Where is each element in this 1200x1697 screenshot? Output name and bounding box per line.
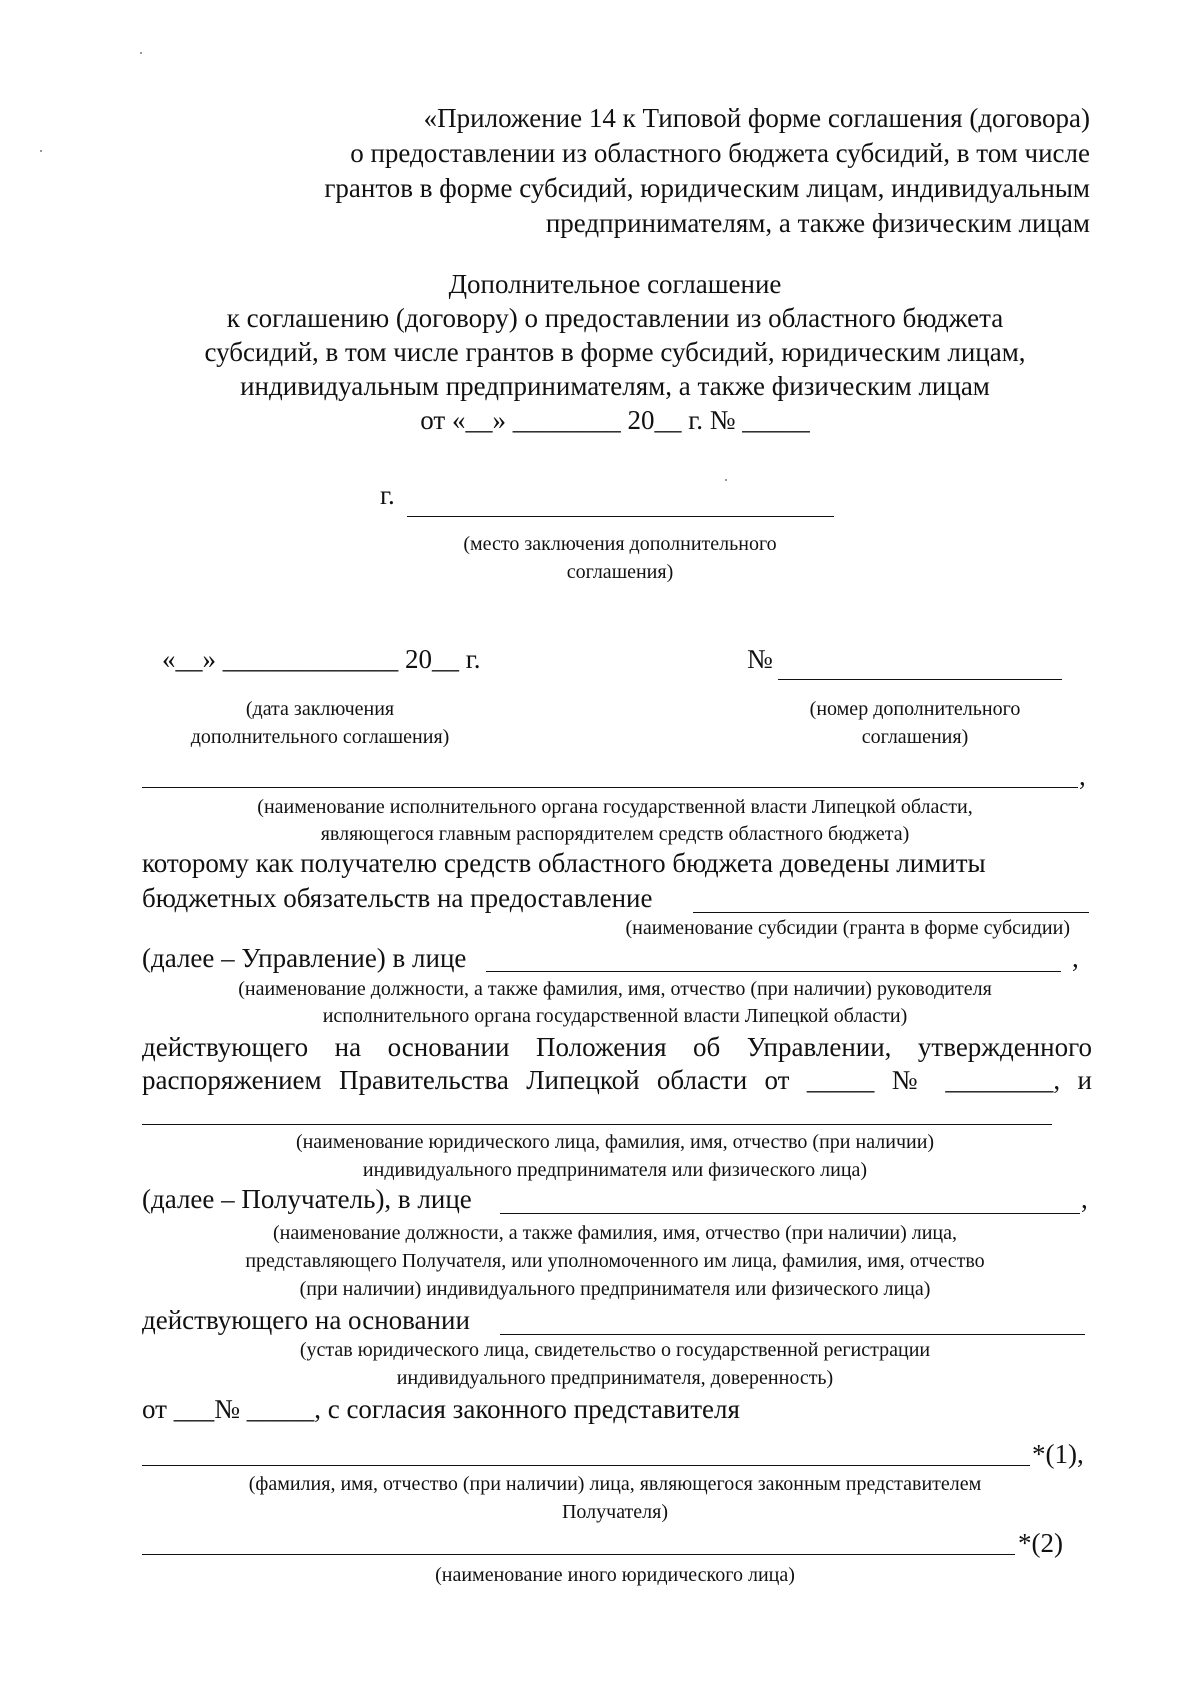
title-line-5: от «__» ________ 20__ г. № _____ — [420, 405, 810, 435]
other-entity-line — [142, 1554, 1015, 1555]
footnote-1: *(1), — [1032, 1439, 1084, 1469]
recipient-caption-2: индивидуального предпринимателя или физического лица) — [362, 1159, 868, 1181]
authority-text-1: которому как получателю средств областного бюджета доведены лимиты — [142, 848, 986, 878]
header-line-2: о предоставлении из областного бюджета субсидий, в том числе — [350, 138, 1090, 168]
recipient-text-1: (далее – Получатель), в лице — [142, 1184, 472, 1214]
authority-caption-2: являющегося главным распорядителем средств областного бюджета) — [320, 823, 910, 845]
date-field: «__» _____________ 20__ г. — [162, 644, 481, 674]
authority-name-line — [142, 787, 1078, 788]
subsidy-caption: (наименование субсидии (гранта в форме субсидии) — [625, 917, 1070, 939]
rep-caption-2: представляющего Получателя, или уполномоченного им лица, фамилия, имя, отчество — [245, 1250, 985, 1272]
authority-text-3: (далее – Управление) в лице — [142, 943, 467, 973]
basis-text-1: действующего на основании Положения об Управлении, утвержденного — [142, 1032, 1092, 1062]
representative-comma: , — [1081, 1184, 1088, 1214]
number-caption-2: соглашения) — [861, 726, 969, 748]
header-line-1: «Приложение 14 к Типовой форме соглашения (договора) — [423, 103, 1090, 133]
number-line — [778, 679, 1062, 680]
title-line-4: индивидуальным предпринимателям, а также физическим лицам — [240, 371, 990, 401]
scan-speck — [725, 479, 727, 481]
basis-caption-2: индивидуального предпринимателя, доверенность) — [396, 1367, 834, 1389]
head-comma: , — [1072, 943, 1079, 973]
place-line — [407, 516, 834, 517]
place-caption-1: (место заключения дополнительного — [463, 533, 777, 555]
header-line-3: грантов в форме субсидий, юридическим лицам, индивидуальным — [324, 173, 1090, 203]
scan-speck — [140, 52, 142, 54]
rep-caption-1: (наименование должности, а также фамилия, имя, отчество (при наличии) лица, — [272, 1222, 957, 1244]
place-prefix: г. — [380, 480, 395, 510]
recipient-caption-1: (наименование юридического лица, фамилия, имя, отчество (при наличии) — [295, 1131, 935, 1153]
basis-line — [500, 1334, 1085, 1335]
legal-caption-2: Получателя) — [561, 1501, 669, 1523]
date-caption-1: (дата заключения — [245, 698, 395, 720]
title-line-2: к соглашению (договору) о предоставлении из областного бюджета — [226, 303, 1004, 333]
legal-caption-1: (фамилия, имя, отчество (при наличии) лица, являющегося законным представителем — [248, 1473, 982, 1495]
footnote-2: *(2) — [1018, 1528, 1063, 1558]
title-line-3: субсидий, в том числе грантов в форме субсидий, юридическим лицам, — [204, 337, 1026, 367]
date-caption-2: дополнительного соглашения) — [190, 726, 450, 748]
head-caption-2: исполнительного органа государственной власти Липецкой области) — [322, 1005, 908, 1027]
place-caption-2: соглашения) — [566, 561, 674, 583]
header-line-4: предпринимателям, а также физическим лицам — [545, 208, 1090, 238]
scan-speck — [40, 150, 42, 152]
basis-text-2: распоряжением Правительства Липецкой области от _____ № ________, и — [142, 1065, 1092, 1095]
representative-line — [500, 1213, 1080, 1214]
recipient-text-2: действующего на основании — [142, 1305, 470, 1335]
head-caption-1: (наименование должности, а также фамилия, имя, отчество (при наличии) руководителя — [238, 978, 992, 1000]
recipient-name-line — [142, 1124, 1052, 1125]
other-entity-caption: (наименование иного юридического лица) — [435, 1564, 795, 1586]
number-caption-1: (номер дополнительного — [809, 698, 1021, 720]
head-line — [486, 971, 1061, 972]
rep-caption-3: (при наличии) индивидуального предпринимателя или физического лица) — [299, 1278, 931, 1300]
legal-rep-line — [142, 1465, 1030, 1466]
recipient-text-3: от ___№ _____, с согласия законного представителя — [142, 1394, 740, 1424]
subsidy-line — [693, 912, 1089, 913]
authority-text-2: бюджетных обязательств на предоставление — [142, 883, 653, 913]
authority-comma: , — [1079, 761, 1086, 791]
basis-caption-1: (устав юридического лица, свидетельство о государственной регистрации — [299, 1339, 931, 1361]
number-prefix: № — [747, 644, 773, 674]
title-line-1: Дополнительное соглашение — [448, 269, 782, 299]
authority-caption-1: (наименование исполнительного органа государственной власти Липецкой области, — [257, 796, 973, 818]
